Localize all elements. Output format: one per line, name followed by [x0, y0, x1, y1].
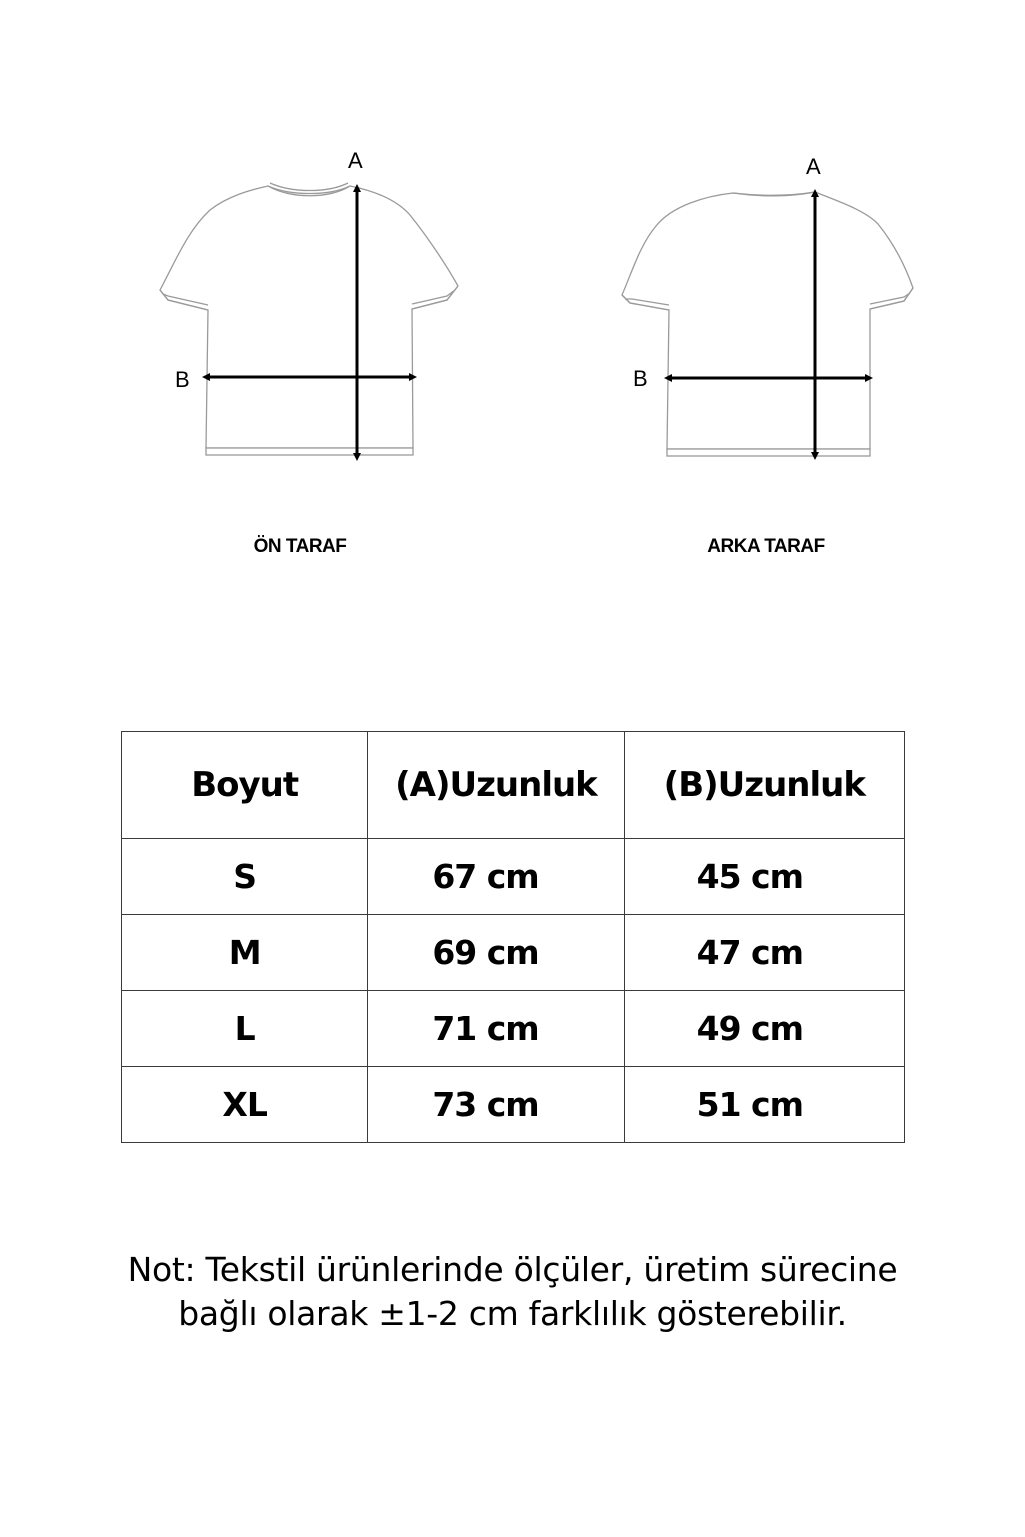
length-b-value: 45 cm [696, 857, 803, 896]
length-a-value: 73 cm [432, 1085, 539, 1124]
length-b-cell [624, 915, 904, 991]
length-a-cell [368, 915, 624, 991]
header-length-b: (B)Uzunluk [624, 732, 904, 839]
length-a-value: 69 cm [432, 933, 539, 972]
size-cell: XL [122, 1067, 368, 1143]
table-row [122, 1067, 905, 1143]
length-b-cell [624, 1067, 904, 1143]
note-line-2: bağlı olarak ±1-2 cm farklılık gösterebilir. [178, 1294, 847, 1333]
tshirt-diagrams [0, 0, 1025, 600]
length-a-value: 67 cm [432, 857, 539, 896]
length-b-value: 47 cm [696, 933, 803, 972]
size-diagram [0, 0, 1025, 600]
note-line-1: Not: Tekstil ürünlerinde ölçüler, üretim sürecine [127, 1250, 898, 1289]
front-label-b: B [175, 367, 190, 392]
size-cell: L [122, 991, 368, 1067]
table-row [122, 915, 905, 991]
front-label-a: A [348, 148, 363, 173]
table-header-row [122, 732, 905, 839]
table-row [122, 839, 905, 915]
length-b-value: 49 cm [696, 1009, 803, 1048]
length-a-value: 71 cm [432, 1009, 539, 1048]
back-tshirt-outline [622, 192, 913, 456]
size-cell: S [122, 839, 368, 915]
length-b-value: 51 cm [696, 1085, 803, 1124]
measurement-note [40, 1248, 985, 1336]
length-a-cell [368, 839, 624, 915]
back-caption: ARKA TARAF [707, 536, 825, 557]
length-b-cell [624, 839, 904, 915]
length-a-cell [368, 991, 624, 1067]
length-b-cell [624, 991, 904, 1067]
size-cell: M [122, 915, 368, 991]
back-label-b: B [633, 366, 648, 391]
table-row [122, 991, 905, 1067]
length-a-cell [368, 1067, 624, 1143]
header-size: Boyut [122, 732, 368, 839]
header-length-a: (A)Uzunluk [368, 732, 624, 839]
front-tshirt-outline [160, 183, 458, 455]
size-table [121, 731, 905, 1143]
front-caption: ÖN TARAF [253, 536, 347, 557]
back-label-a: A [806, 154, 821, 179]
